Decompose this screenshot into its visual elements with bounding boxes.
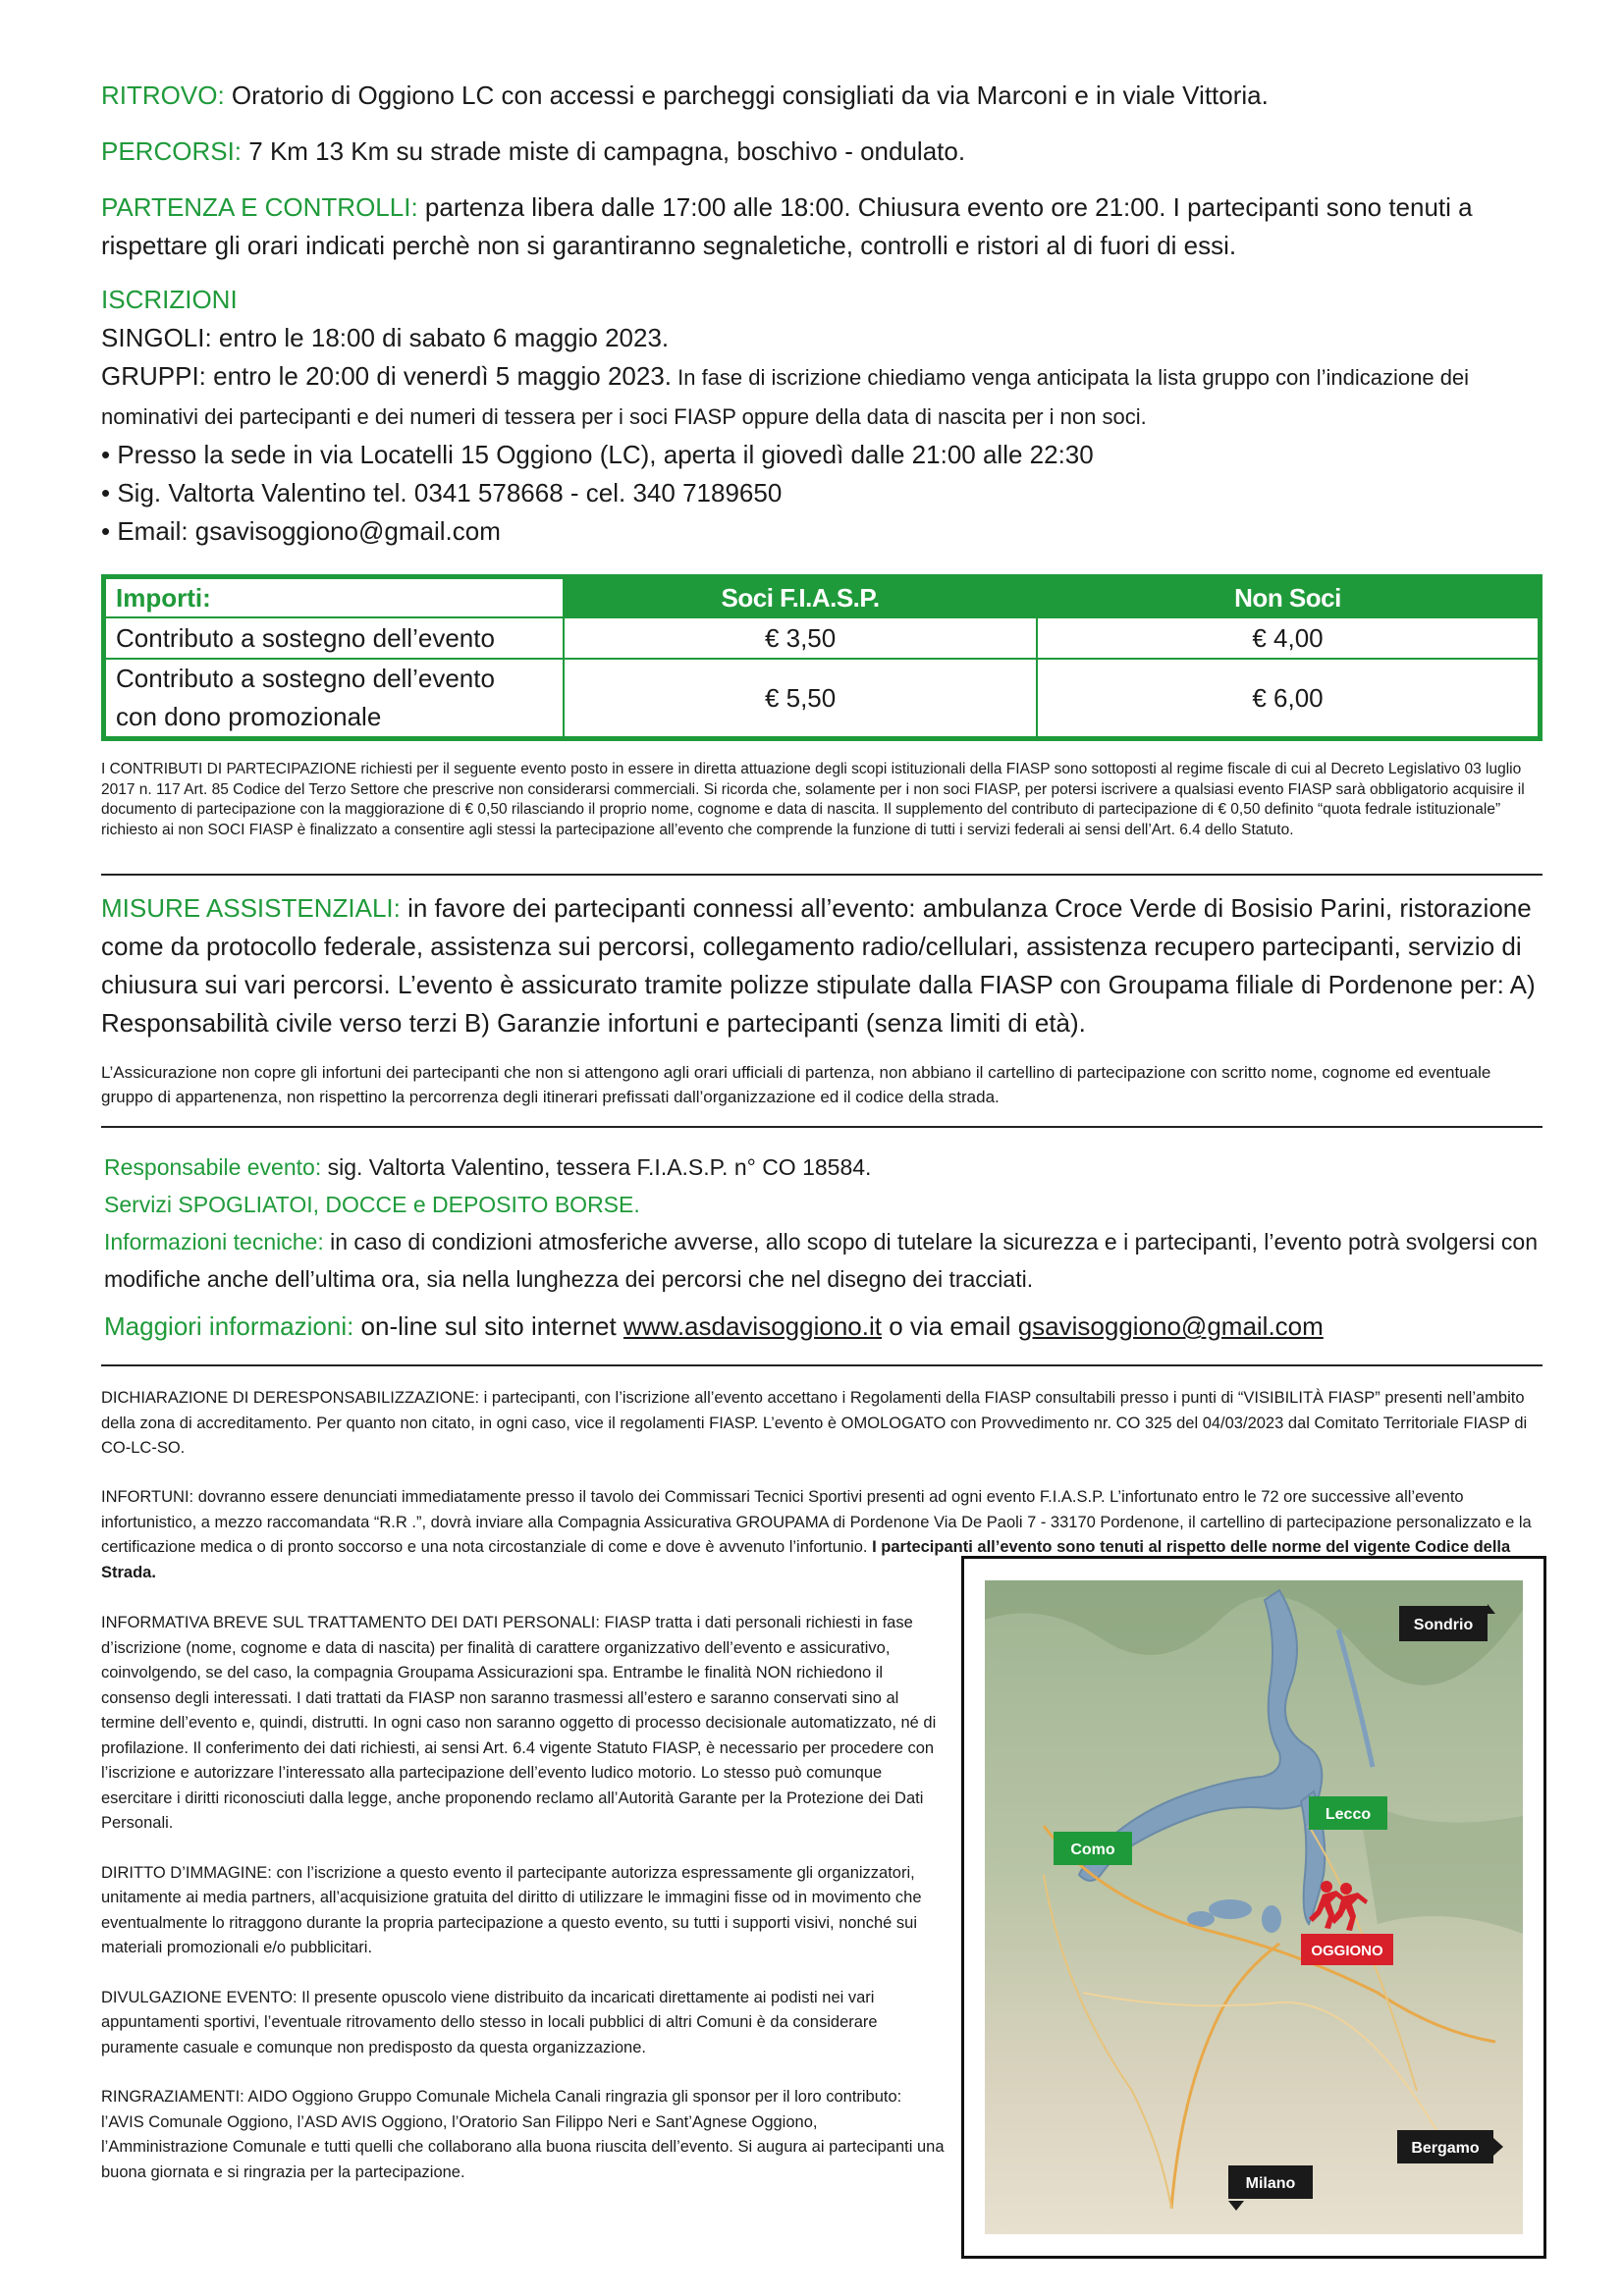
ritrovo-label: RITROVO: xyxy=(101,80,225,110)
fees-header-soci: Soci F.I.A.S.P. xyxy=(564,578,1037,617)
map-label-sondrio xyxy=(1399,1604,1495,1641)
fees-header-importi: Importi: xyxy=(105,578,564,617)
misure-label: MISURE ASSISTENZIALI: xyxy=(101,893,401,923)
email-link[interactable]: gsavisoggiono@gmail.com xyxy=(1017,1311,1324,1341)
fee-soci: € 3,50 xyxy=(564,617,1037,659)
lake-annone xyxy=(1209,1899,1252,1919)
iscrizioni-item-telefono: • Sig. Valtorta Valentino tel. 0341 578668 - cel. 340 7189650 xyxy=(101,478,783,507)
informativa-text: INFORMATIVA BREVE SUL TRATTAMENTO DEI DATI PERSONALI: FIASP tratta i dati personali richiesti in fase d’iscrizione (nome, cognome e data di nascita) per finalità di carattere organizzativo dell’evento e assicurativo, coinvolgendo, se del caso, la compagnia Groupama Assicurazioni spa. Entrambe le finalità NON richiedono il consenso degli interessati. I dati trattati da FIASP non saranno trasmessi all’estero e saranno conservati sino al termine dell’evento e, quindi, distrutti. In ogni caso non saranno oggetto di processo decisionale automatizzato, né di profilazione. Il conferimento dei dati richiesti, ai sensi Art. 6.4 vigente Statuto FIASP, è necessario per procedere con l’iscrizione e autorizzare l’interessato alla partecipazione dell’evento ludico motorio. Lo stesso può comunque esercitare i diritti riconosciuti dalla legge, anche proponendo reclamo all’Autorità Garante per la Protezione dei Dati Personali. xyxy=(101,1614,937,1832)
map-graphic xyxy=(985,1580,1523,2234)
divider xyxy=(101,1126,1543,1128)
partenza-controlli xyxy=(101,188,1543,265)
website-link[interactable]: www.asdavisoggiono.it xyxy=(623,1311,882,1341)
info-tecniche-label: Informazioni tecniche: xyxy=(104,1229,324,1255)
iscrizioni-singoli: SINGOLI: entro le 18:00 di sabato 6 maggio 2023. xyxy=(101,323,670,352)
map-label-como xyxy=(1054,1832,1132,1865)
fee-non-soci: € 4,00 xyxy=(1037,617,1539,659)
oggiono-text: OGGIONO xyxy=(1311,1943,1383,1959)
maggiori-label: Maggiori informazioni: xyxy=(104,1311,354,1341)
partenza-text: partenza libera dalle 17:00 alle 18:00. Chiusura evento ore 21:00. I partecipanti sono tenuti a rispettare gli orari indicati perchè non si garantiranno segnaletiche, controlli e ristori al di fuori di essi. xyxy=(101,192,1473,260)
maggiori-text1: on-line sul sito internet xyxy=(353,1311,623,1341)
lecco-text: Lecco xyxy=(1325,1806,1372,1823)
iscrizioni-heading: ISCRIZIONI xyxy=(101,285,238,314)
partenza-label: PARTENZA E CONTROLLI: xyxy=(101,192,418,222)
divider xyxy=(101,874,1543,876)
assicurazione-text: L’Assicurazione non copre gli infortuni dei partecipanti che non si attengono agli orari ufficiali di partenza, non abbiano il cartellino di partecipazione con scritto nome, cognome ed eventuale gruppo di appartenenza, non rispettino la percorrenza degli itinerari prefissati dall’organizzazione ed il codice della strada. xyxy=(101,1063,1491,1106)
responsabile-label: Responsabile evento: xyxy=(104,1154,322,1180)
map-label-lecco xyxy=(1309,1796,1387,1830)
percorsi xyxy=(101,133,1543,171)
misure-text: in favore dei partecipanti connessi all’evento: ambulanza Croce Verde di Bosisio Parini, ristorazione come da protocollo federale, assistenza sui percorsi, collegamento radio/cellulari, assistenza recupero partecipanti, servizio di chiusura sui vari percorsi. L’evento è assicurato tramite polizze stipulate dalla FIASP con Groupama filiale di Pordenone per: A) Responsabilità civile verso terzi B) Garanzie infortuni e partecipanti (senza limiti di età). xyxy=(101,893,1536,1038)
lake-garlate xyxy=(1262,1905,1281,1933)
maggiori-informazioni xyxy=(104,1311,1545,1342)
iscrizioni-gruppi-note: In fase di iscrizione chiediamo venga anticipata la lista gruppo con l’indicazione dei nominativi dei partecipanti e dei numeri di tessera per i soci FIASP oppure della data di nascita per i non soci. xyxy=(101,365,1470,429)
infortuni-body: INFORTUNI: dovranno essere denunciati immediatamente presso il tavolo dei Commissari Tecnici Sportivi presenti ad ogni evento F.I.A.S.P. L’infortunato entro le 72 ore successive all’evento infortunistico, a mezzo raccomandata “R.R .”, dovrà inviare alla Compagnia Assicurativa GROUPAMA di Pordenone Via De Paoli 7 - 33170 Pordenone, il cartellino di partecipazione personalizzato e la certificazione medica o di pronto soccorso e una nota circostanziale di come e dove è avvenuto l’infortunio. xyxy=(101,1488,1532,1556)
left-column xyxy=(101,1611,946,2210)
info-tecniche xyxy=(104,1223,1545,1298)
contributi-text: I CONTRIBUTI DI PARTECIPAZIONE richiesti per il seguente evento posto in essere in diretta attuazione degli scopi istituzionali della FIASP sono sottoposti al regime fiscale di cui al Decreto Legislativo 03 luglio 2017 n. 117 Art. 85 Codice del Terzo Settore che prescrive non considerarsi commerciali. Si ricorda che, solamente per i non soci FIASP, per potersi iscrivere a qualsiasi evento FIASP sarà obbligatorio acquisire il documento di partecipazione con la maggiorazione di € 0,50 rilasciando il proprio nome, cognome e data di nascita. Il supplemento del contributo di partecipazione di € 0,50 definito “quota fedrale istituzionale” richiesto ai non SOCI FIASP è finalizzato a consentire agli stessi la partecipazione all’evento che comprende la funzione di tutti i servizi federali ai sensi dell’Art. 6.4 dello Statuto. xyxy=(101,761,1525,838)
iscrizioni-gruppi: GRUPPI: entro le 20:00 di venerdì 5 maggio 2023. xyxy=(101,361,673,391)
diritto-immagine-text: DIRITTO D’IMMAGINE: con l’iscrizione a questo evento il partecipante autorizza espressamente gli organizzatori, unitamente ai media partners, all’acquisizione gratuita del diritto di utilizzare le immagini fisse od in movimento che eventualmente lo ritraggono durante la propria partecipazione a questo evento, su tutti i supporti visivi, nonché sui materiali promozionali e/o pubblicitari. xyxy=(101,1863,922,1956)
sondrio-text: Sondrio xyxy=(1413,1617,1474,1633)
divulgazione-text: DIVULGAZIONE EVENTO: Il presente opuscolo viene distribuito da incaricati direttamente ai podisti nei vari appuntamenti sportivi, l’eventuale ritrovamento dello stesso in locali pubblici di altri Comuni è da considerare puramente casuale e comunque non predisposto da questa organizzazione. xyxy=(101,1988,878,2056)
fee-non-soci: € 6,00 xyxy=(1037,659,1539,737)
location-map xyxy=(961,1556,1546,2259)
ritrovo xyxy=(101,77,1543,115)
dichiarazione-text: DICHIARAZIONE DI DERESPONSABILIZZAZIONE: i partecipanti, con l’iscrizione all’evento accettano i Regolamenti della FIASP consultabili presso i punti di “VISIBILITÀ FIASP” presenti nell’ambito della zona di accreditamento. Per quanto non citato, in ogni caso, vice il regolamenti FIASP. L’evento è OMOLOGATO con Provvedimento nr. CO 325 del 04/03/2023 dal Comitato Territoriale FIASP di CO-LC-SO. xyxy=(101,1389,1528,1457)
divider xyxy=(101,1364,1543,1366)
percorsi-label: PERCORSI: xyxy=(101,136,243,166)
fee-label: Contributo a sostegno dell’evento xyxy=(105,617,564,659)
servizi: Servizi SPOGLIATOI, DOCCE e DEPOSITO BORSE. xyxy=(104,1192,640,1217)
milano-text: Milano xyxy=(1245,2175,1296,2192)
misure-assistenziali xyxy=(101,889,1543,1042)
como-text: Como xyxy=(1070,1842,1115,1858)
fee-label-line2: con dono promozionale xyxy=(116,702,382,731)
fee-label-line1: Contributo a sostegno dell’evento xyxy=(116,664,495,693)
table-row xyxy=(105,659,1539,737)
fee-label xyxy=(105,659,564,737)
fee-soci: € 5,50 xyxy=(564,659,1037,737)
iscrizioni-section xyxy=(101,281,1543,551)
bergamo-text: Bergamo xyxy=(1411,2140,1480,2157)
map-label-bergamo xyxy=(1397,2130,1503,2163)
ringraziamenti-text: RINGRAZIAMENTI: AIDO Oggiono Gruppo Comunale Michela Canali ringrazia gli sponsor per il loro contributo: l’AVIS Comunale Oggiono, l’ASD AVIS Oggiono, l’Oratorio San Filippo Neri e Sant’Agnese Oggiono, l’Amministrazione Comunale e tutti quelli che collaborano alla buona riuscita dell’evento. Si augura ai partecipanti una buona giornata e si ringrazia per la partecipazione. xyxy=(101,2088,945,2181)
responsabile-text: sig. Valtorta Valentino, tessera F.I.A.S.P. n° CO 18584. xyxy=(321,1154,872,1180)
ritrovo-text: Oratorio di Oggiono LC con accessi e parcheggi consigliati da via Marconi e in viale Vittoria. xyxy=(224,80,1269,110)
info-tecniche-text: in caso di condizioni atmosferiche avverse, allo scopo di tutelare la sicurezza e i partecipanti, l’evento potrà svolgersi con modifiche anche dell’ultima ora, sia nella lunghezza dei percorsi che nel disegno dei tracciati. xyxy=(104,1229,1538,1292)
maggiori-text2: o via email xyxy=(881,1311,1018,1341)
iscrizioni-item-sede: • Presso la sede in via Locatelli 15 Oggiono (LC), aperta il giovedì dalle 21:00 alle 22:30 xyxy=(101,440,1094,469)
percorsi-text: 7 Km 13 Km su strade miste di campagna, boschivo - ondulato. xyxy=(242,136,966,166)
table-row xyxy=(105,617,1539,659)
iscrizioni-item-email: • Email: gsavisoggiono@gmail.com xyxy=(101,516,501,546)
fees-header-non-soci: Non Soci xyxy=(1037,578,1539,617)
fees-table xyxy=(101,574,1543,741)
responsabile xyxy=(104,1148,1545,1186)
info-block xyxy=(104,1148,1545,1298)
iscrizioni-gruppi-block xyxy=(101,357,1543,436)
infortuni-bold: I partecipanti all’evento sono tenuti al rispetto delle norme del vigente Codice della Strada. xyxy=(101,1538,1511,1581)
